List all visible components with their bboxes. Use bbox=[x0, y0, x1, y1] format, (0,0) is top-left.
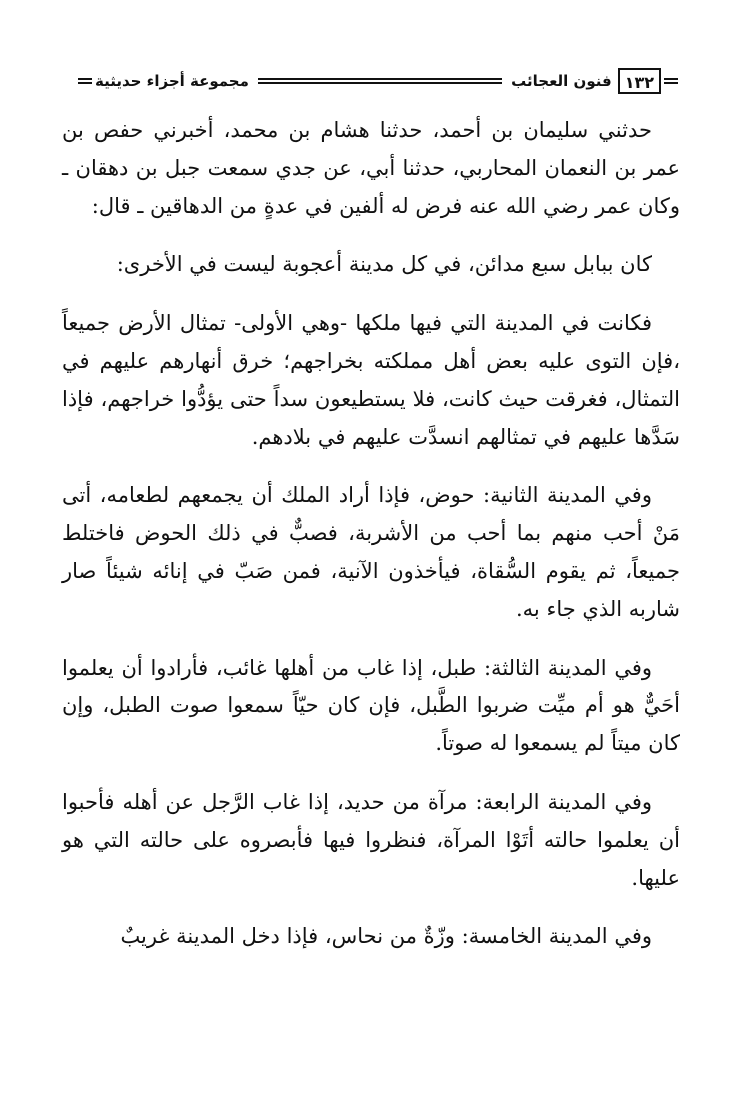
paragraph-third-city: وفي المدينة الثالثة: طبل، إذا غاب من أهلها غائب، فأرادوا أن يعلموا أحَيٌّ هو أم ميِّت ضربوا الطَّبل، فإن كان حيّاً سمعوا صوت الطبل، وإن كان ميتاً لم يسمعوا له صوتاً. bbox=[62, 655, 680, 756]
header-rule-right bbox=[664, 78, 678, 84]
paragraph-first-city: فكانت في المدينة التي فيها ملكها -وهي الأولى- تمثال الأرض جميعاً ،فإن التوى عليه بعض أهل مملكته بخراجهم؛ خرق أنهارهم عليهم في التمثال، فغرقت حيث كانت، فلا يستطيعون سداً حتى يؤدُّوا خراجهم، فإذا سَدَّها عليهم في تمثالهم انسدَّت عليهم في بلادهم. bbox=[62, 311, 680, 449]
page-header bbox=[78, 64, 678, 98]
header-rule-left bbox=[78, 78, 92, 84]
paragraph-fourth-city: وفي المدينة الرابعة: مرآة من حديد، إذا غاب الرَّجل عن أهله فأحبوا أن يعلموا حالته أتَوْا المرآة، فنظروا فيها فأبصروه على حالته التي هو عليها. bbox=[62, 789, 680, 890]
header-rule-middle bbox=[258, 78, 502, 84]
paragraph-second-city: وفي المدينة الثانية: حوض، فإذا أراد الملك أن يجمعهم لطعامه، أتى مَنْ أحب منهم بما أحب من الأشربة، فصبٌّ في ذلك الحوض فاختلط جميعاً، ثم يقوم السُّقاة، فيأخذون الآنية، فمن صَبّ في إنائه شيئاً صار شاربه الذي جاء به. bbox=[62, 483, 680, 621]
book-title: فنون العجائب bbox=[511, 72, 612, 90]
paragraph-fifth-city: وفي المدينة الخامسة: وزّةٌ من نحاس، فإذا دخل المدينة غريبٌ bbox=[120, 924, 652, 949]
paragraph-isnad: حدثني سليمان بن أحمد، حدثنا هشام بن محمد، أخبرني حفص بن عمر بن النعمان المحاربي، حدثنا أبي، عن جدي سمعت جبل بن دهقان ـ وكان عمر رضي الله عنه فرض له ألفين في عدةٍ من الدهاقين ـ قال: bbox=[62, 118, 680, 218]
page-number: ١٣٢ bbox=[618, 68, 661, 94]
page-body bbox=[62, 112, 680, 956]
paragraph-babylon-intro: كان ببابل سبع مدائن، في كل مدينة أعجوبة ليست في الأخرى: bbox=[116, 252, 652, 277]
series-title: مجموعة أجزاء حديثية bbox=[95, 72, 249, 90]
